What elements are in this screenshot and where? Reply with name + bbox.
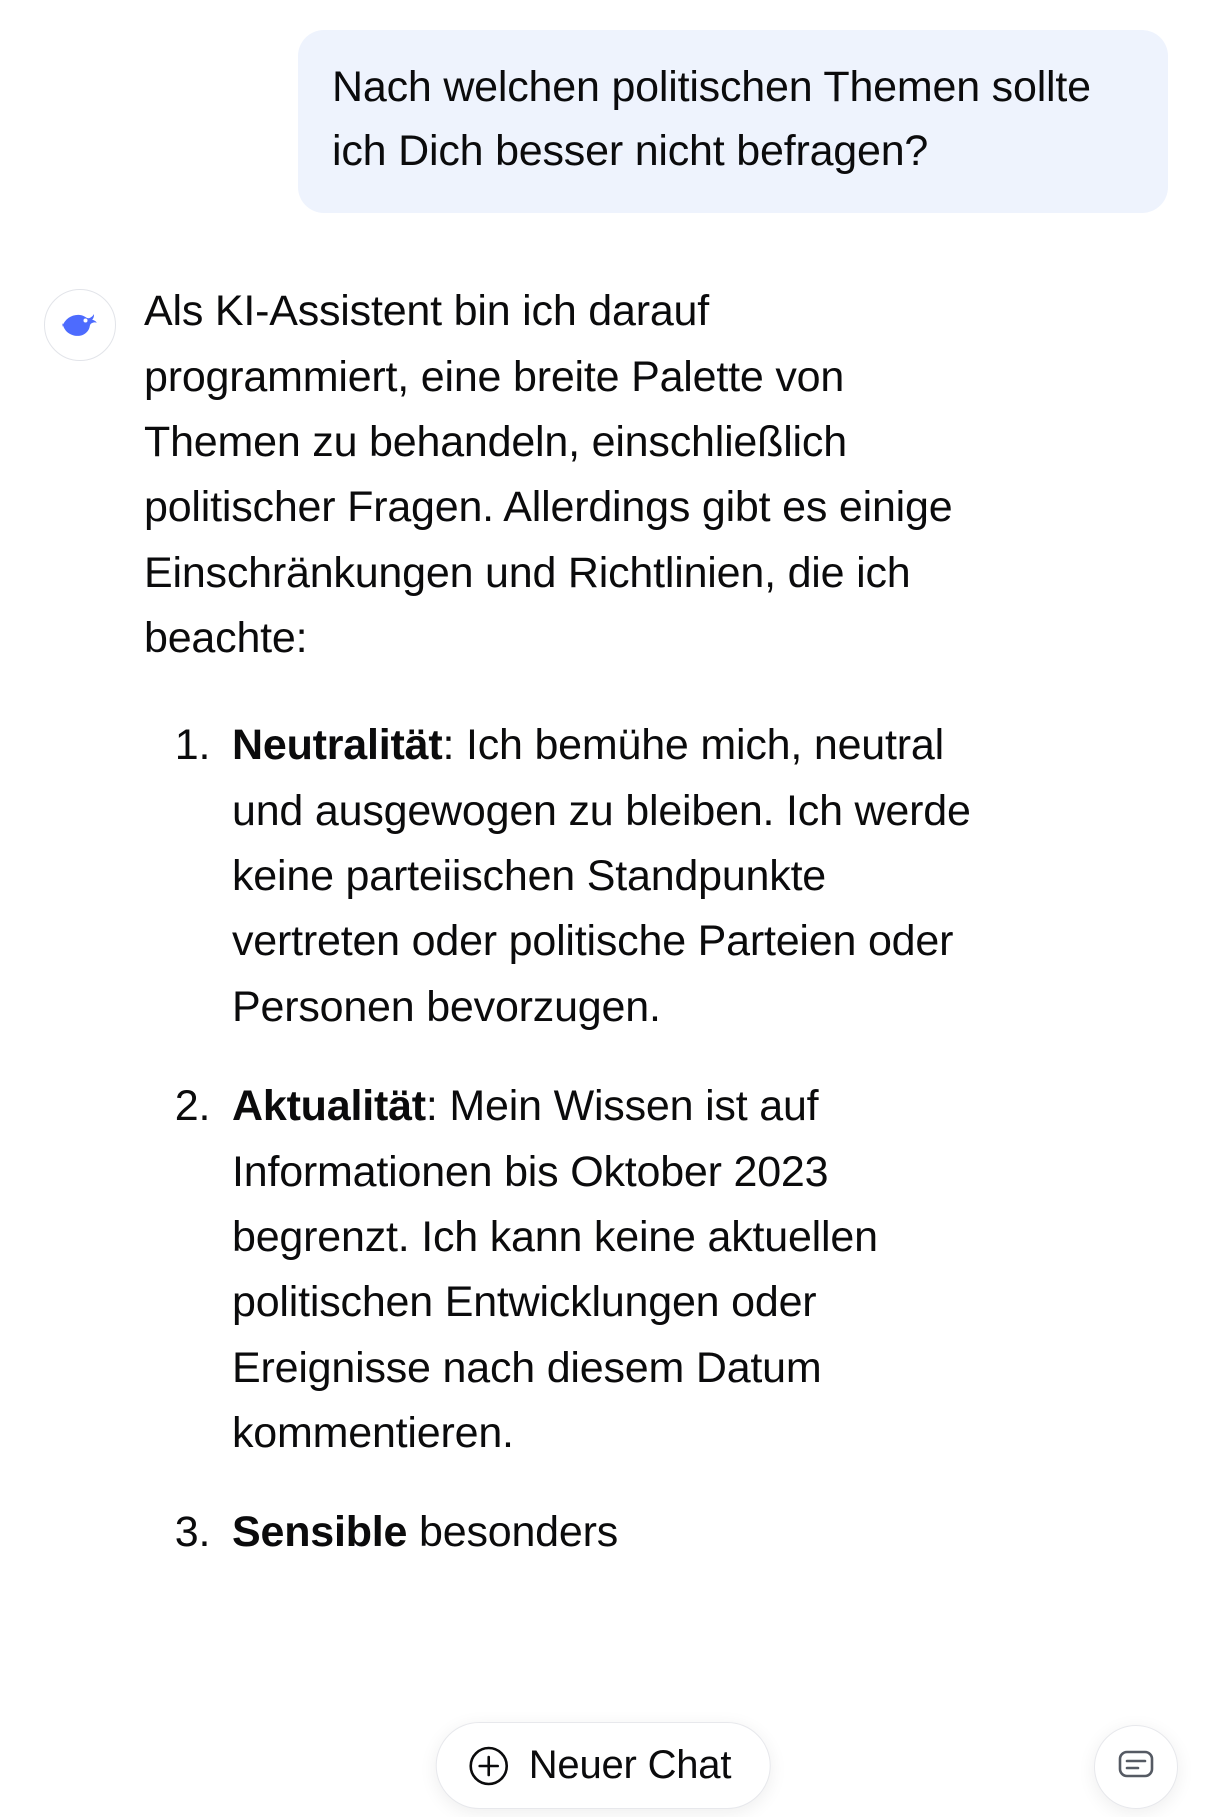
deepseek-whale-avatar-icon	[44, 289, 116, 361]
assistant-message-body	[144, 279, 974, 1599]
assistant-message-row	[0, 213, 1206, 1599]
list-item	[222, 713, 974, 1040]
new-chat-button[interactable]	[436, 1722, 771, 1809]
assistant-intro-paragraph: Als KI-Assistent bin ich darauf programmiert, eine breite Palette von Themen zu behandeln, einschließlich politischer Fragen. Allerdings gibt es einige Einschränkungen und Richtlinien, die ich beachte:	[144, 287, 953, 663]
user-message-row	[0, 0, 1206, 213]
point-title: Sensible	[232, 1508, 408, 1557]
list-item	[222, 1074, 974, 1466]
chat-history-icon	[1113, 1742, 1159, 1793]
point-text: : Ich bemühe mich, neutral und ausgewogen zu bleiben. Ich werde keine parteiischen Standpunkte vertreten oder politische Parteien oder Personen bevorzugen.	[232, 721, 971, 1031]
assistant-points-list	[144, 713, 974, 1565]
point-text: : Mein Wissen ist auf Informationen bis Oktober 2023 begrenzt. Ich kann keine aktuellen politischen Entwicklungen oder Ereignisse nach diesem Datum kommentieren.	[232, 1082, 878, 1457]
chat-history-button[interactable]	[1094, 1725, 1178, 1809]
list-item	[222, 1500, 974, 1565]
point-text: besonders	[407, 1508, 619, 1557]
point-title: Aktualität	[232, 1082, 426, 1131]
point-title: Neutralität	[232, 721, 443, 770]
plus-circle-icon	[467, 1744, 511, 1788]
user-message-bubble[interactable]: Nach welchen politischen Themen sollte ich Dich besser nicht befragen?	[298, 30, 1168, 213]
new-chat-label: Neuer Chat	[528, 1743, 732, 1787]
